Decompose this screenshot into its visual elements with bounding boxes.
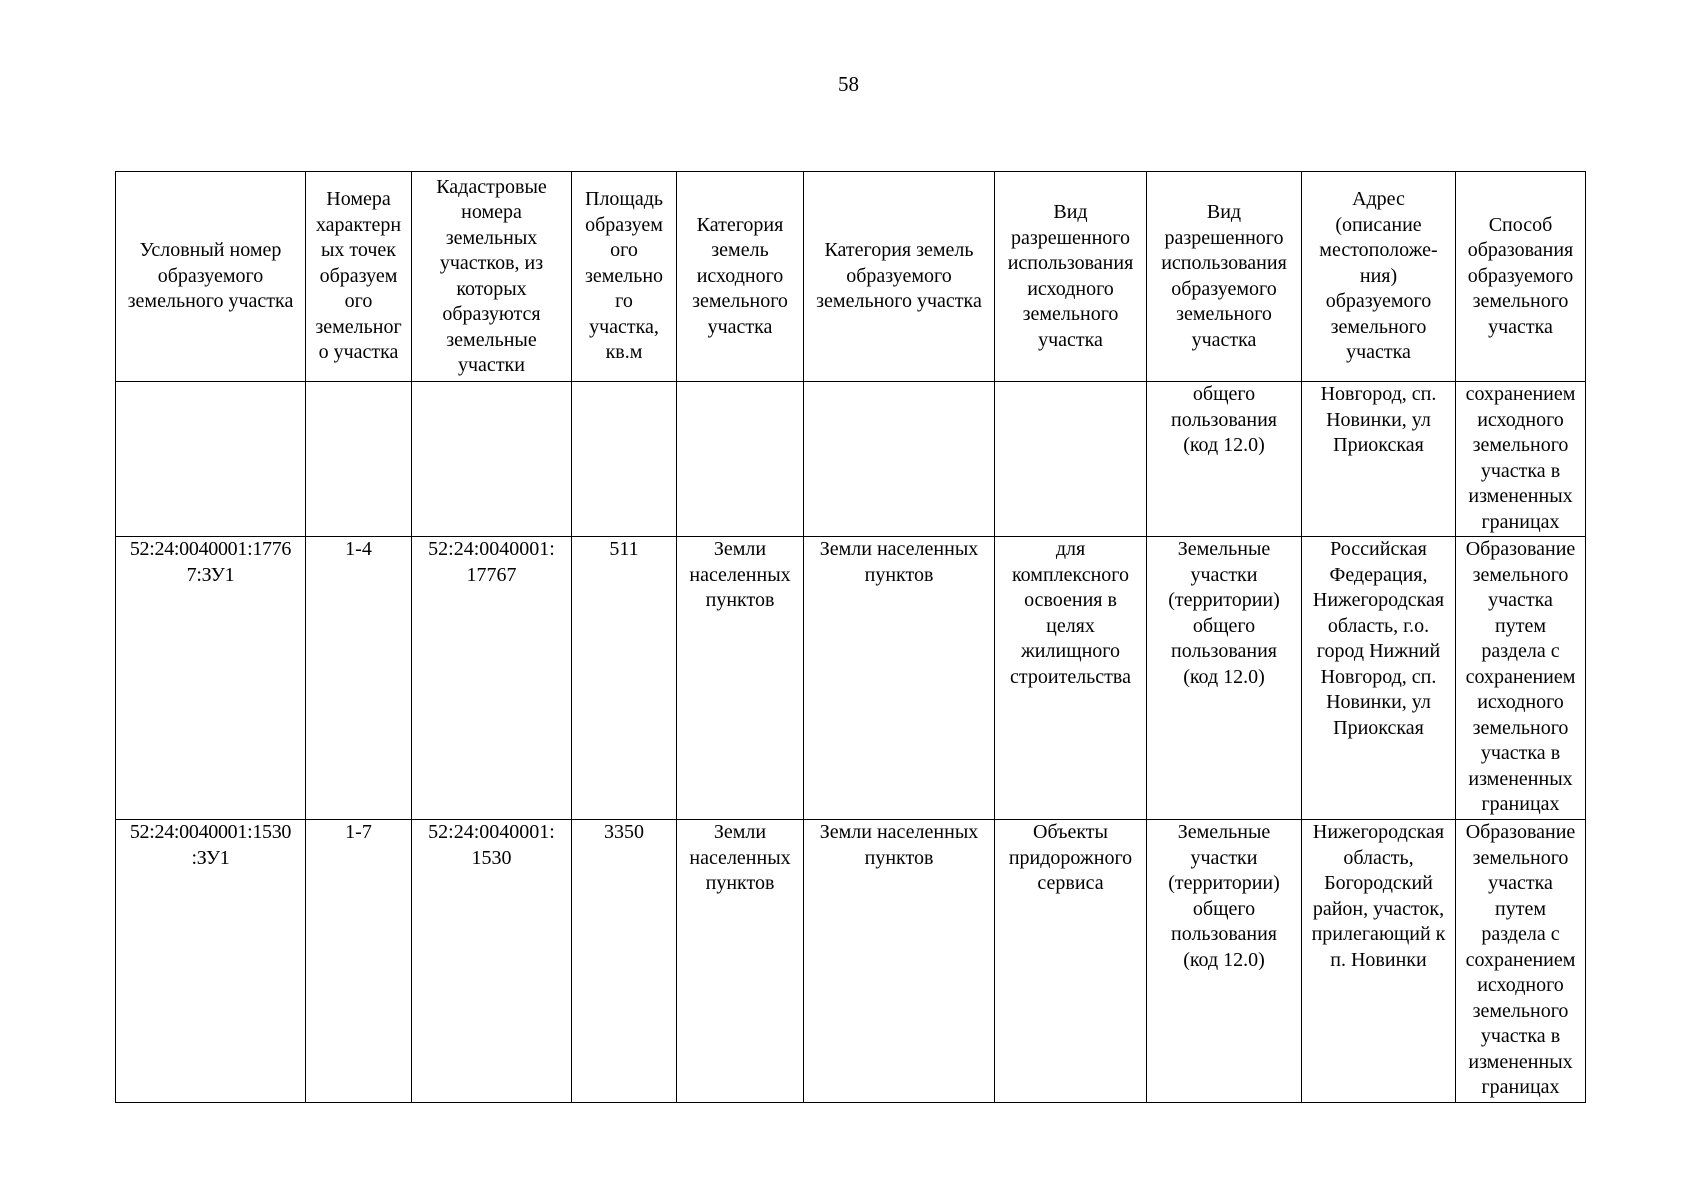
table-cell: Земельные участки (территории) общего пользования (код 12.0) (1147, 537, 1302, 820)
header-conditional-number: Условный номер образуемого земельного участка (116, 172, 306, 382)
table-cell: Объекты придорожного сервиса (995, 820, 1147, 1103)
table-cell (995, 382, 1147, 537)
table-cell: Российская Федерация, Нижегородская область, г.о. город Нижний Новгород, сп. Новинки, ул Приокская (1302, 537, 1456, 820)
table-cell: 52:24:0040001: 17767 (412, 537, 572, 820)
table-row (116, 820, 1586, 1103)
table-cell (804, 382, 995, 537)
header-source-permitted-use: Вид разрешенного использования исходного земельного участка (995, 172, 1147, 382)
land-plots-table (115, 171, 1586, 1103)
header-new-permitted-use: Вид разрешенного использования образуемого земельного участка (1147, 172, 1302, 382)
header-source-land-category: Категория земель исходного земельного участка (677, 172, 804, 382)
table-cell: для комплексного освоения в целях жилищного строительства (995, 537, 1147, 820)
table-cell: Земельные участки (территории) общего пользования (код 12.0) (1147, 820, 1302, 1103)
table-cell (572, 382, 677, 537)
table-cell: 1-7 (306, 820, 412, 1103)
header-formation-method: Способ образования образуемого земельного участка (1456, 172, 1586, 382)
table-cell: Новгород, сп. Новинки, ул Приокская (1302, 382, 1456, 537)
table-cell (306, 382, 412, 537)
table-row (116, 537, 1586, 820)
table-cell: Образование земельного участка путем раздела с сохранением исходного земельного участка в измененных границах (1456, 537, 1586, 820)
table-cell: Земли населенных пунктов (677, 820, 804, 1103)
header-point-numbers: Номера характерн ых точек образуем ого земельног о участка (306, 172, 412, 382)
table-cell: 1-4 (306, 537, 412, 820)
table-cell: Нижегородская область, Богородский район, участок, прилегающий к п. Новинки (1302, 820, 1456, 1103)
header-new-land-category: Категория земель образуемого земельного участка (804, 172, 995, 382)
table-cell: 52:24:0040001:1530 :ЗУ1 (116, 820, 306, 1103)
table-cell: 52:24:0040001:1776 7:ЗУ1 (116, 537, 306, 820)
table-cell: Земли населенных пунктов (677, 537, 804, 820)
table-cell (412, 382, 572, 537)
table-header-row (116, 172, 1586, 382)
header-cadastral-numbers: Кадастровые номера земельных участков, из которых образуются земельные участки (412, 172, 572, 382)
table-cell (677, 382, 804, 537)
table-row (116, 382, 1586, 537)
header-address: Адрес (описание местоположе- ния) образуемого земельного участка (1302, 172, 1456, 382)
table-cell: сохранением исходного земельного участка в измененных границах (1456, 382, 1586, 537)
table-cell: Земли населенных пунктов (804, 537, 995, 820)
table-cell: 52:24:0040001: 1530 (412, 820, 572, 1103)
table-cell: 511 (572, 537, 677, 820)
header-area: Площадь образуем ого земельно го участка, кв.м (572, 172, 677, 382)
table-cell: Земли населенных пунктов (804, 820, 995, 1103)
table-cell: 3350 (572, 820, 677, 1103)
table-cell: общего пользования (код 12.0) (1147, 382, 1302, 537)
page-number: 58 (838, 72, 859, 96)
table-cell (116, 382, 306, 537)
table-cell: Образование земельного участка путем раздела с сохранением исходного земельного участка в измененных границах (1456, 820, 1586, 1103)
